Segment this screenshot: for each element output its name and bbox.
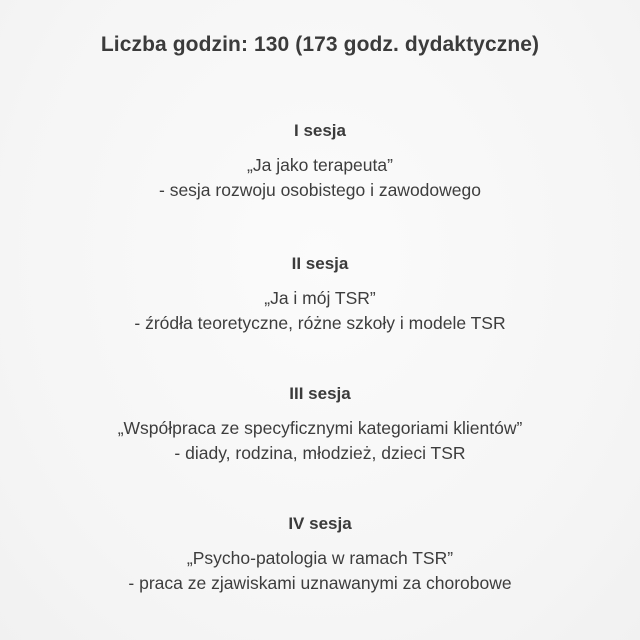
session-2 [0,254,640,336]
session-description: - sesja rozwoju osobistego i zawodowego [159,180,481,200]
hours-title: Liczba godzin: 130 (173 godz. dydaktyczne) [100,33,540,56]
session-title: „Psycho-patologia w ramach TSR” [186,548,454,568]
session-title: „Ja jako terapeuta” [247,155,393,175]
session-title: „Współpraca ze specyficznymi kategoriami klientów” [117,418,523,438]
session-3 [0,384,640,466]
session-title: „Ja i mój TSR” [264,288,376,308]
session-heading: IV sesja [288,514,352,533]
session-4 [0,514,640,596]
session-heading: II sesja [291,254,349,273]
session-description: - diady, rodzina, młodzież, dzieci TSR [174,443,466,463]
session-description: - praca ze zjawiskami uznawanymi za chorobowe [128,573,512,593]
session-heading: I sesja [294,121,346,140]
session-description: - źródła teoretyczne, różne szkoły i modele TSR [134,313,506,333]
session-1 [0,121,640,203]
session-heading: III sesja [289,384,351,403]
